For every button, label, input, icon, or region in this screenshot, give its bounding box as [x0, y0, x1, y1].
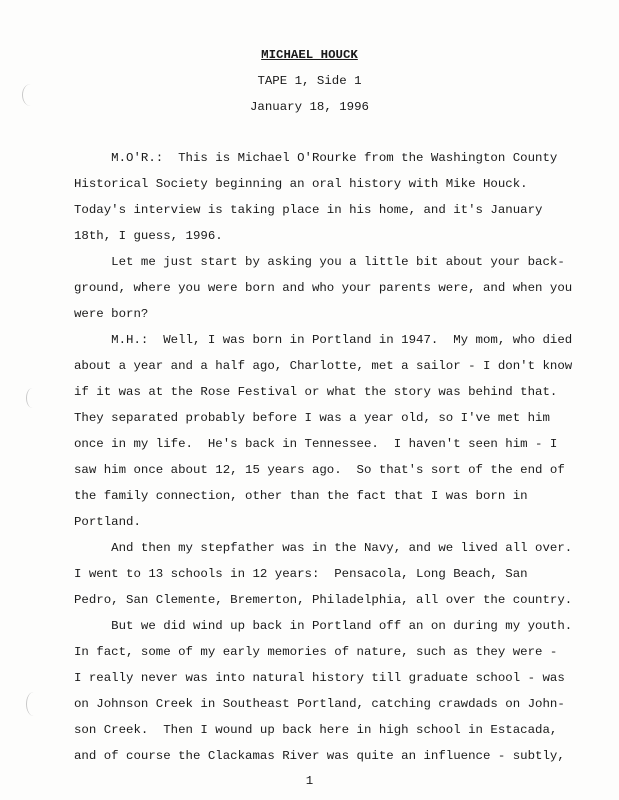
text-line: But we did wind up back in Portland off an on during my youth. [74, 619, 573, 633]
text-line: once in my life. He's back in Tennessee. I haven't seen him - I [74, 437, 558, 451]
text-line: And then my stepfather was in the Navy, and we lived all over. [74, 541, 573, 555]
page-title: MICHAEL HOUCK [261, 48, 358, 62]
text-line: and of course the Clackamas River was quite an influence - subtly, [74, 749, 565, 763]
text-line: In fact, some of my early memories of nature, such as they were - [74, 645, 558, 659]
text-line: They separated probably before I was a year old, so I've met him [74, 411, 550, 425]
text-line: Historical Society beginning an oral history with Mike Houck. [74, 177, 528, 191]
text-line: 18th, I guess, 1996. [74, 229, 223, 243]
text-line: ground, where you were born and who your parents were, and when you [74, 281, 573, 295]
margin-mark-middle [26, 388, 39, 408]
text-line: Portland. [74, 515, 141, 529]
text-line: if it was at the Rose Festival or what the story was behind that. [74, 385, 558, 399]
text-line: about a year and a half ago, Charlotte, met a sailor - I don't know [74, 359, 573, 373]
date-label: January 18, 1996 [250, 100, 369, 114]
text-line: were born? [74, 307, 149, 321]
text-line: I went to 13 schools in 12 years: Pensacola, Long Beach, San [74, 567, 528, 581]
tape-label: TAPE 1, Side 1 [257, 74, 362, 88]
text-line: I really never was into natural history till graduate school - was [74, 671, 565, 685]
text-line: saw him once about 12, 15 years ago. So that's sort of the end of [74, 463, 565, 477]
text-line: son Creek. Then I wound up back here in high school in Estacada, [74, 723, 558, 737]
text-line: Pedro, San Clemente, Bremerton, Philadelphia, all over the country. [74, 593, 573, 607]
text-line: on Johnson Creek in Southeast Portland, catching crawdads on John- [74, 697, 565, 711]
page-number: 1 [305, 774, 314, 788]
margin-mark-bottom [26, 692, 41, 716]
text-line: Let me just start by asking you a little bit about your back- [74, 255, 565, 269]
text-line: the family connection, other than the fact that I was born in [74, 489, 528, 503]
text-line: M.H.: Well, I was born in Portland in 1947. My mom, who died [74, 333, 573, 347]
text-line: Today's interview is taking place in his home, and it's January [74, 203, 543, 217]
text-line: M.O'R.: This is Michael O'Rourke from the Washington County [74, 151, 558, 165]
